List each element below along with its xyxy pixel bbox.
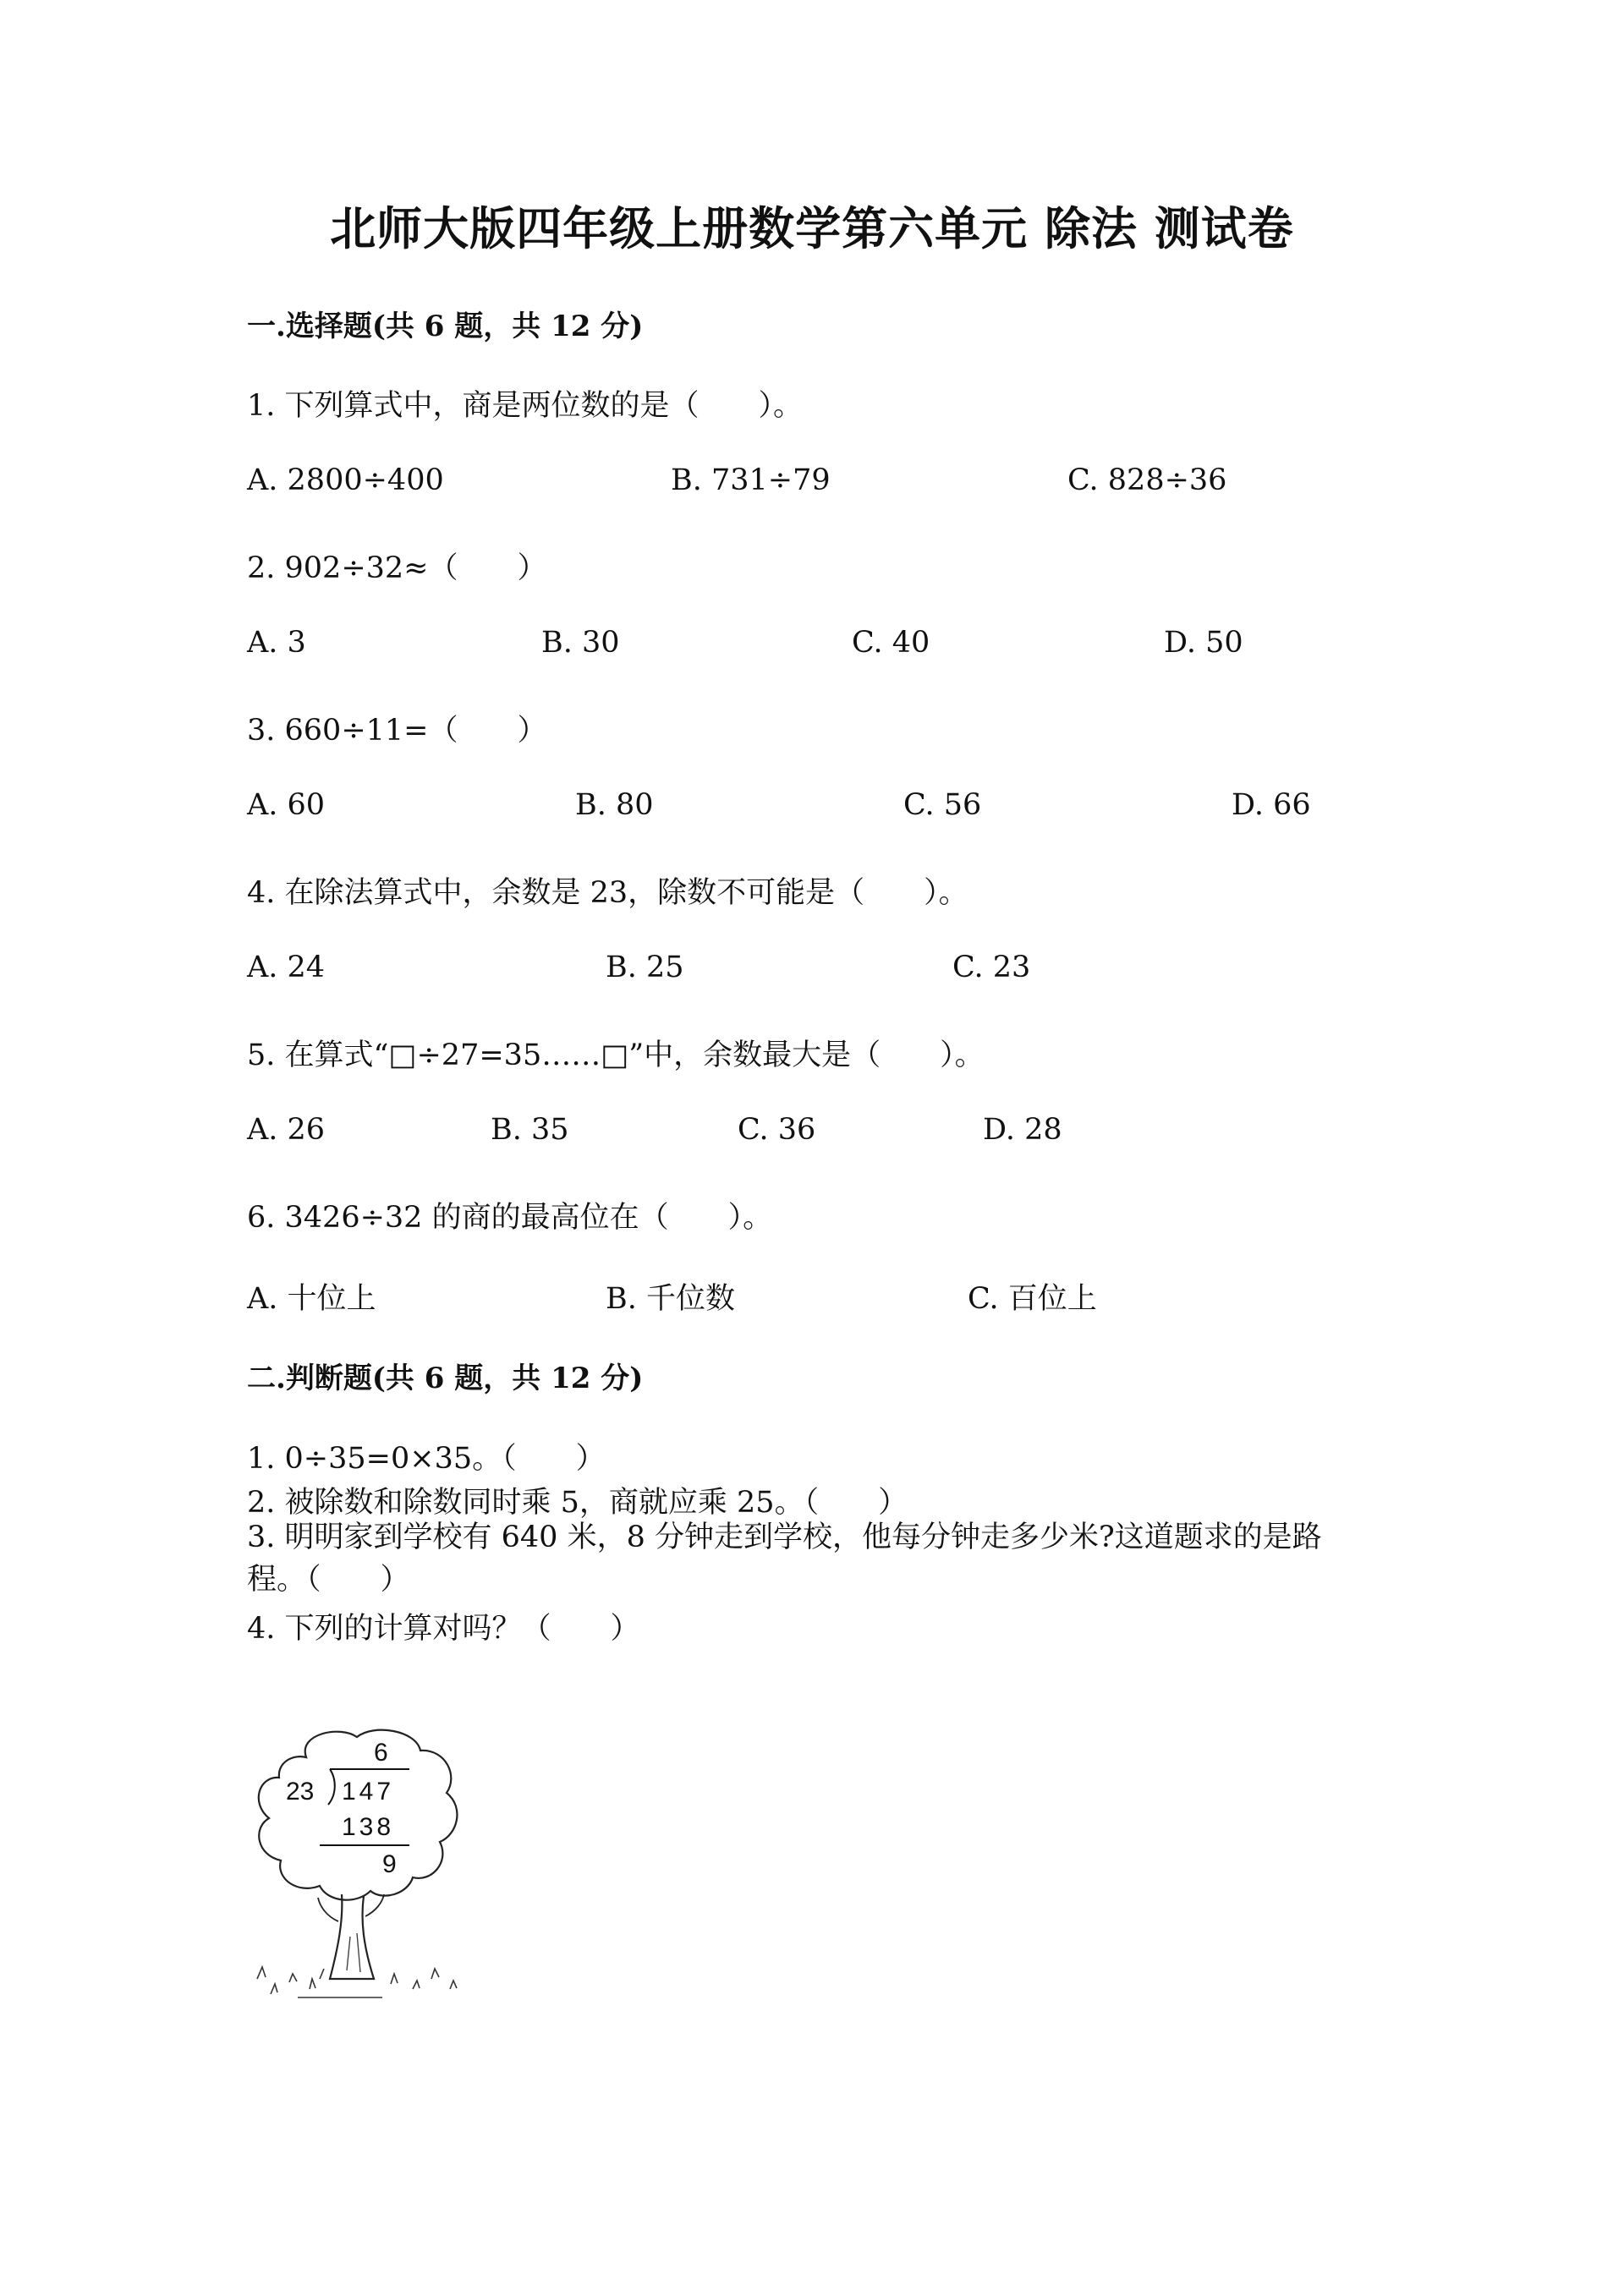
question-5-stem: 5. 在算式“□÷27=35……□”中，余数最大是（ ）。 — [247, 1038, 985, 1072]
question-4-stem: 4. 在除法算式中，余数是 23，除数不可能是（ ）。 — [247, 876, 968, 910]
judgement-2: 2. 被除数和除数同时乘 5，商就应乘 25。（ ） — [247, 1486, 908, 1520]
question-2-option-d: D. 50 — [1164, 626, 1243, 660]
question-5-option-d: D. 28 — [983, 1113, 1062, 1147]
question-1-option-b: B. 731÷79 — [671, 463, 831, 497]
judgement-1: 1. 0÷35=0×35。（ ） — [247, 1442, 606, 1476]
division-product: 138 — [342, 1813, 395, 1841]
question-3-option-a: A. 60 — [247, 788, 326, 822]
question-2-option-a: A. 3 — [247, 626, 306, 660]
grass — [257, 1967, 457, 1997]
question-4-option-a: A. 24 — [247, 951, 326, 984]
question-3-option-b: B. 80 — [575, 788, 654, 822]
division-remainder: 9 — [382, 1850, 397, 1878]
question-3-stem: 3. 660÷11=（ ） — [247, 714, 547, 748]
question-6-stem: 6. 3426÷32 的商的最高位在（ ）。 — [247, 1201, 773, 1235]
section-heading-judgement: 二.判断题(共 6 题，共 12 分) — [247, 1362, 644, 1395]
question-6-option-b: B. 千位数 — [606, 1282, 735, 1316]
division-divisor: 23 — [286, 1778, 315, 1806]
page-title: 北师大版四年级上册数学第六单元 除法 测试卷 — [330, 201, 1294, 255]
question-5-option-a: A. 26 — [247, 1113, 326, 1147]
question-1-stem: 1. 下列算式中，商是两位数的是（ ）。 — [247, 389, 804, 423]
question-2-option-c: C. 40 — [852, 626, 930, 660]
question-6-option-a: A. 十位上 — [247, 1282, 376, 1316]
judgement-3: 3. 明明家到学校有 640 米，8 分钟走到学校，他每分钟走多少米?这道题求的是路程。（ ） — [247, 1521, 1322, 1597]
question-1-option-c: C. 828÷36 — [1067, 463, 1227, 497]
tree-division-illustration — [247, 1725, 475, 2030]
judgement-4: 4. 下列的计算对吗？（ ） — [247, 1612, 640, 1646]
question-4-option-c: C. 23 — [952, 951, 1031, 984]
question-5-option-c: C. 36 — [738, 1113, 816, 1147]
question-2-option-b: B. 30 — [541, 626, 620, 660]
question-3-option-d: D. 66 — [1232, 788, 1311, 822]
division-bracket — [328, 1769, 335, 1805]
question-6-option-c: C. 百位上 — [968, 1282, 1097, 1316]
question-5-option-b: B. 35 — [491, 1113, 569, 1147]
question-4-option-b: B. 25 — [606, 951, 684, 984]
question-3-option-c: C. 56 — [903, 788, 982, 822]
division-quotient: 6 — [374, 1739, 388, 1767]
division-dividend: 147 — [342, 1778, 395, 1806]
question-2-stem: 2. 902÷32≈（ ） — [247, 551, 547, 585]
tree-trunk — [330, 1894, 374, 1979]
question-1-option-a: A. 2800÷400 — [247, 463, 444, 497]
section-heading-choice: 一.选择题(共 6 题，共 12 分) — [247, 310, 644, 343]
